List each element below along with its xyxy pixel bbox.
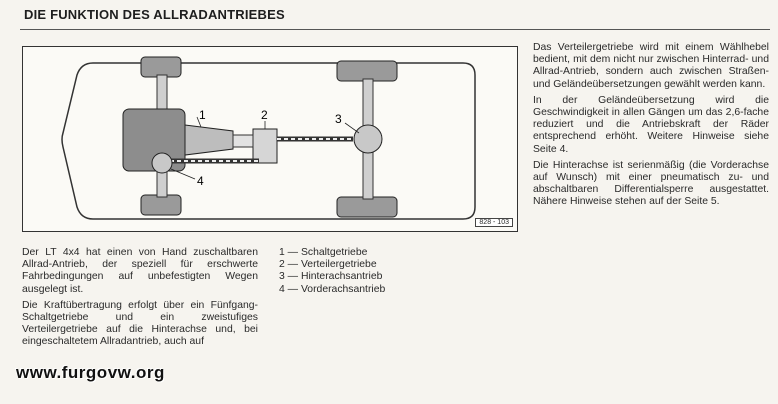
left-paragraph-2: Die Kraftübertragung erfolgt über ein Fünfgang-Schaltgetriebe und ein zweistufiges Verteilergetriebe auf die Hinterachse und, bei eingeschaltetem Allradantrieb, auch auf (22, 299, 258, 348)
intermediate-shaft (233, 135, 253, 147)
transfer-case (253, 129, 277, 163)
callout-1: 1 (199, 108, 206, 122)
legend-item-4: 4 — Vorderachsantrieb (279, 283, 386, 295)
callout-3: 3 (335, 112, 342, 126)
drivetrain-figure (22, 46, 518, 232)
right-text-column (533, 42, 769, 213)
gearbox (185, 125, 233, 155)
rear-left-wheel (337, 61, 397, 81)
title-divider (20, 29, 770, 30)
front-differential (152, 153, 172, 173)
callout-4: 4 (197, 174, 204, 188)
front-left-wheel (141, 57, 181, 77)
drivetrain-drawing (23, 47, 517, 231)
left-paragraph-1: Der LT 4x4 hat einen von Hand zuschaltbaren Allrad-Antrieb, der speziell für erschwerte Fahrbedingungen auf unbefestigten Wegen ausgelegt ist. (22, 247, 258, 295)
callout-2: 2 (261, 108, 268, 122)
right-paragraph-1: Das Verteilergetriebe wird mit einem Wählhebel bedient, mit dem nicht nur zwischen Hinterrad- und Allrad-Antrieb, sondern auch zwischen Straßen- und Geländeübersetzungen gewählt werden kann. (533, 42, 769, 90)
right-paragraph-2: In der Geländeübersetzung wird die Geschwindigkeit in allen Gängen um das 2,6-fache reduziert und die Antriebskraft der Räder entsprechend erhöht. Weitere Hinweise siehe Seite 4. (533, 94, 769, 155)
legend-item-1: 1 — Schaltgetriebe (279, 247, 368, 258)
rear-right-wheel (337, 197, 397, 217)
legend-item-3: 3 — Hinterachsantrieb (279, 271, 383, 283)
left-text-column (22, 247, 258, 353)
figure-code: 828 - 103 (475, 218, 513, 227)
figure-legend (279, 247, 385, 296)
watermark: www.furgovw.org (16, 363, 165, 382)
front-right-wheel (141, 195, 181, 215)
right-paragraph-3: Die Hinterachse ist serienmäßig (die Vorderachse auf Wunsch) mit einer pneumatisch zu- und abschaltbaren Differentialsperre ausgestattet. Nähere Hinweise stehen auf der Seite 5. (533, 159, 769, 208)
page-title: DIE FUNKTION DES ALLRADANTRIEBES (24, 7, 285, 22)
legend-item-2: 2 — Verteilergetriebe (279, 259, 377, 271)
rear-differential (354, 125, 382, 153)
